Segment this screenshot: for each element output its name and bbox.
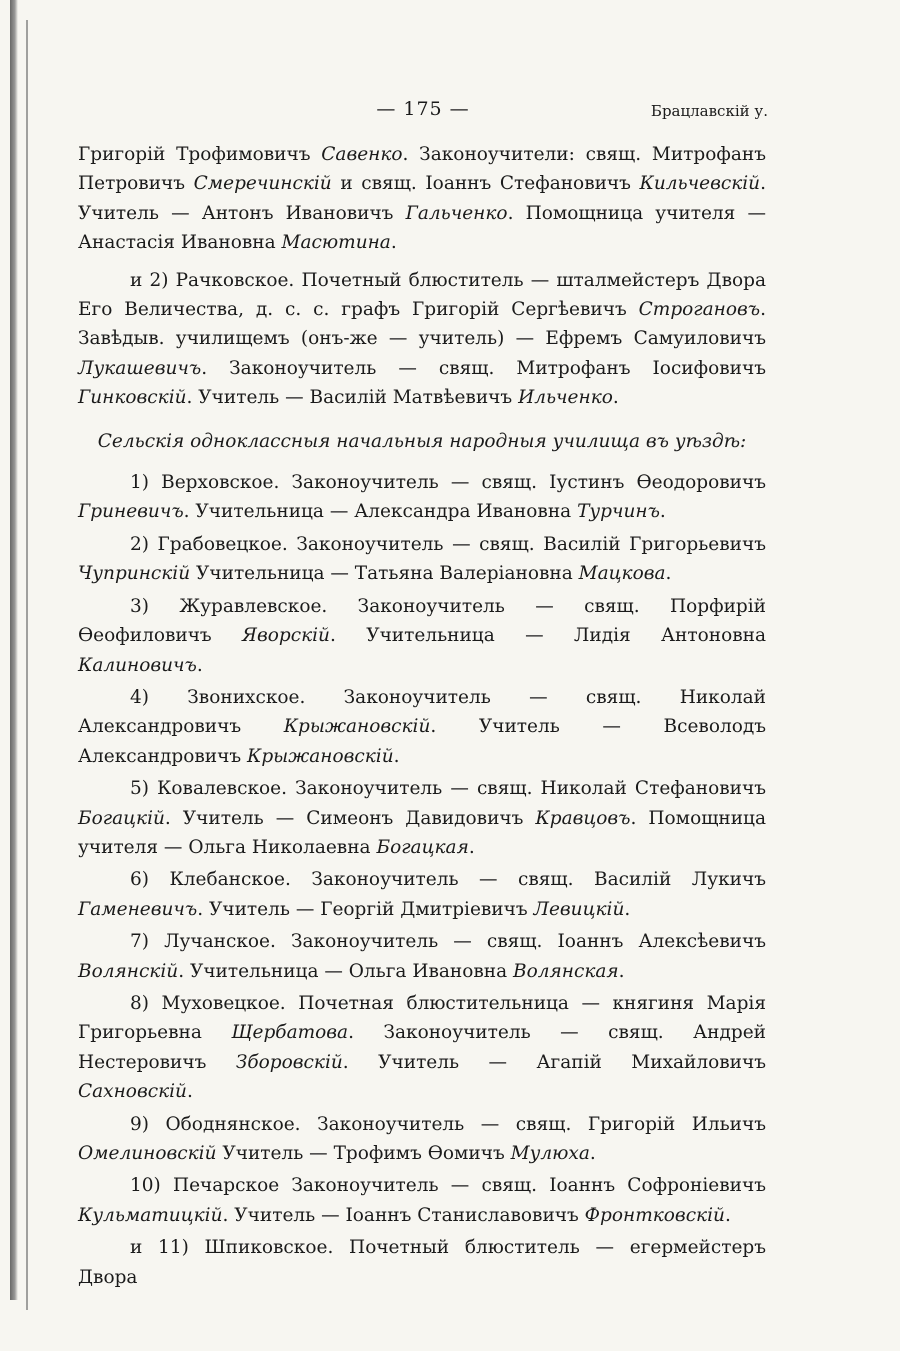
page-header bbox=[78, 98, 768, 128]
list-item: 8) Муховецкое. Почетная блюстительница — княгиня Марія Григорьевна Щербатова. Законоучитель — свящ. Андрей Нестеровичъ Зборовскій. Учитель — Агапій Михайловичъ Сахновскій. bbox=[78, 992, 766, 1103]
surname: Фронтковскій bbox=[584, 1204, 725, 1226]
surname: Смерeчинскій bbox=[193, 173, 332, 195]
paragraph-last-line: и 11) Шпиковское. Почетный блюститель — егермейстеръ Двора bbox=[78, 1237, 766, 1288]
surname: Турчинъ bbox=[577, 501, 660, 523]
surname: Левицкій bbox=[533, 898, 625, 920]
surname: Волянская bbox=[513, 960, 619, 982]
section-subheading: Сельскія одноклассныя начальныя народныя училища въ уѣздѣ: bbox=[97, 430, 747, 452]
surname: Яворскій bbox=[242, 625, 330, 647]
surname: Крыжановскій bbox=[247, 745, 394, 767]
surname: Волянскій bbox=[78, 960, 179, 982]
surname: Мулюха bbox=[510, 1143, 590, 1164]
surname: Крыжановскій bbox=[283, 716, 431, 738]
page-body bbox=[78, 140, 766, 1292]
surname: Гаменевичъ bbox=[78, 898, 198, 920]
surname: Гинковскій bbox=[78, 387, 187, 409]
surname: Гальченко bbox=[405, 202, 508, 224]
list-item: 3) Журавлевское. Законоучитель — свящ. Порфирій Ѳеофиловичъ Яворскій. Учительница — Лидія Антоновна Калиновичъ. bbox=[78, 595, 766, 676]
surname: Мацкова bbox=[578, 563, 666, 585]
list-item: 7) Лучанское. Законоучитель — свящ. Іоаннъ Алексѣевичъ Волянскій. Учительница — Ольга Ивановна Волянская. bbox=[78, 931, 766, 982]
surname: Зборовскій bbox=[235, 1051, 343, 1073]
surname: Строгановъ bbox=[638, 299, 761, 321]
surname: Чупринскій bbox=[78, 563, 191, 585]
list-item: 2) Грабовецкое. Законоучитель — свящ. Василій Григорьевичъ Чупринскій Учительница — Татьяна Валеріановна Мацкова. bbox=[78, 533, 766, 585]
list-item: 4) Звонихское. Законоучитель — свящ. Николай Александровичъ Крыжановскій. Учитель — Всеволодъ Александровичъ Крыжановскій. bbox=[78, 686, 767, 767]
page-spine-edge bbox=[10, 0, 18, 1300]
paragraph-intro: Григорій Трофимовичъ Савенко. Законоучители: свящ. Митрофанъ Петровичъ Смерeчинскій и свящ. Іоаннъ Стефановичъ Кильчевскій. Учитель — Антонъ Ивановичъ Гальченко. Помощница учителя — Анастасія Ивановна Масютина. bbox=[78, 144, 766, 254]
page-spine-line bbox=[26, 20, 28, 1310]
surname: Кульматицкій bbox=[78, 1204, 223, 1226]
surname: Масютина bbox=[281, 232, 391, 254]
surname: Кравцовъ bbox=[535, 807, 631, 829]
surname: Кильчевскій bbox=[639, 173, 761, 195]
surname: Ильченко bbox=[518, 387, 613, 409]
surname: Щербатова bbox=[231, 1022, 349, 1044]
list-item: 9) Ободнянское. Законоучитель — свящ. Григорій Ильичъ Омелиновскій Учитель — Трофимъ Ѳомичъ Мулюха. bbox=[78, 1113, 766, 1164]
surname: Сахновскій bbox=[78, 1081, 187, 1103]
list-item: 10) Печарское Законоучитель — свящ. Іоаннъ Софроніевичъ Кульматицкій. Учитель — Іоаннъ Станиславовичъ Фронтковскій. bbox=[78, 1175, 766, 1226]
list-item: 5) Ковалевское. Законоучитель — свящ. Николай Стефановичъ Богацкій. Учитель — Симеонъ Давидовичъ Кравцовъ. Помощница учителя — Ольга Николаевна Богацкая. bbox=[78, 778, 766, 858]
surname: Богацкій bbox=[78, 807, 165, 829]
surname: Омелиновскій bbox=[78, 1143, 217, 1164]
surname: Калиновичъ bbox=[78, 654, 197, 676]
list-item: 1) Верховское. Законоучитель — свящ. Іустинъ Ѳеодоровичъ Гриневичъ. Учительница — Александра Ивановна Турчинъ. bbox=[78, 472, 766, 523]
page-number: — 175 — bbox=[376, 98, 470, 120]
paragraph-rachkovskoe: и 2) Рачковское. Почетный блюститель — шталмейстеръ Двора Его Величества, д. с. с. графъ Григорій Сергѣевичъ Строгановъ. Завѣдыв. училищемъ (онъ-же — учитель) — Ефремъ Самуиловичъ Лукашевичъ. Законоучитель — свящ. Митрофанъ Іосифовичъ Гинковскій. Учитель — Василій Матвѣевичъ Ильченко. bbox=[78, 269, 766, 409]
surname: Савенко bbox=[321, 144, 403, 165]
surname: Лукашевичъ bbox=[78, 357, 202, 379]
surname: Гриневичъ bbox=[78, 501, 184, 523]
running-title: Брацлавскій у. bbox=[650, 102, 768, 120]
list-item: 6) Клебанское. Законоучитель — свящ. Василій Лукичъ Гаменевичъ. Учитель — Георгій Дмитріевичъ Левицкій. bbox=[78, 869, 766, 920]
surname: Богацкая bbox=[376, 836, 469, 858]
